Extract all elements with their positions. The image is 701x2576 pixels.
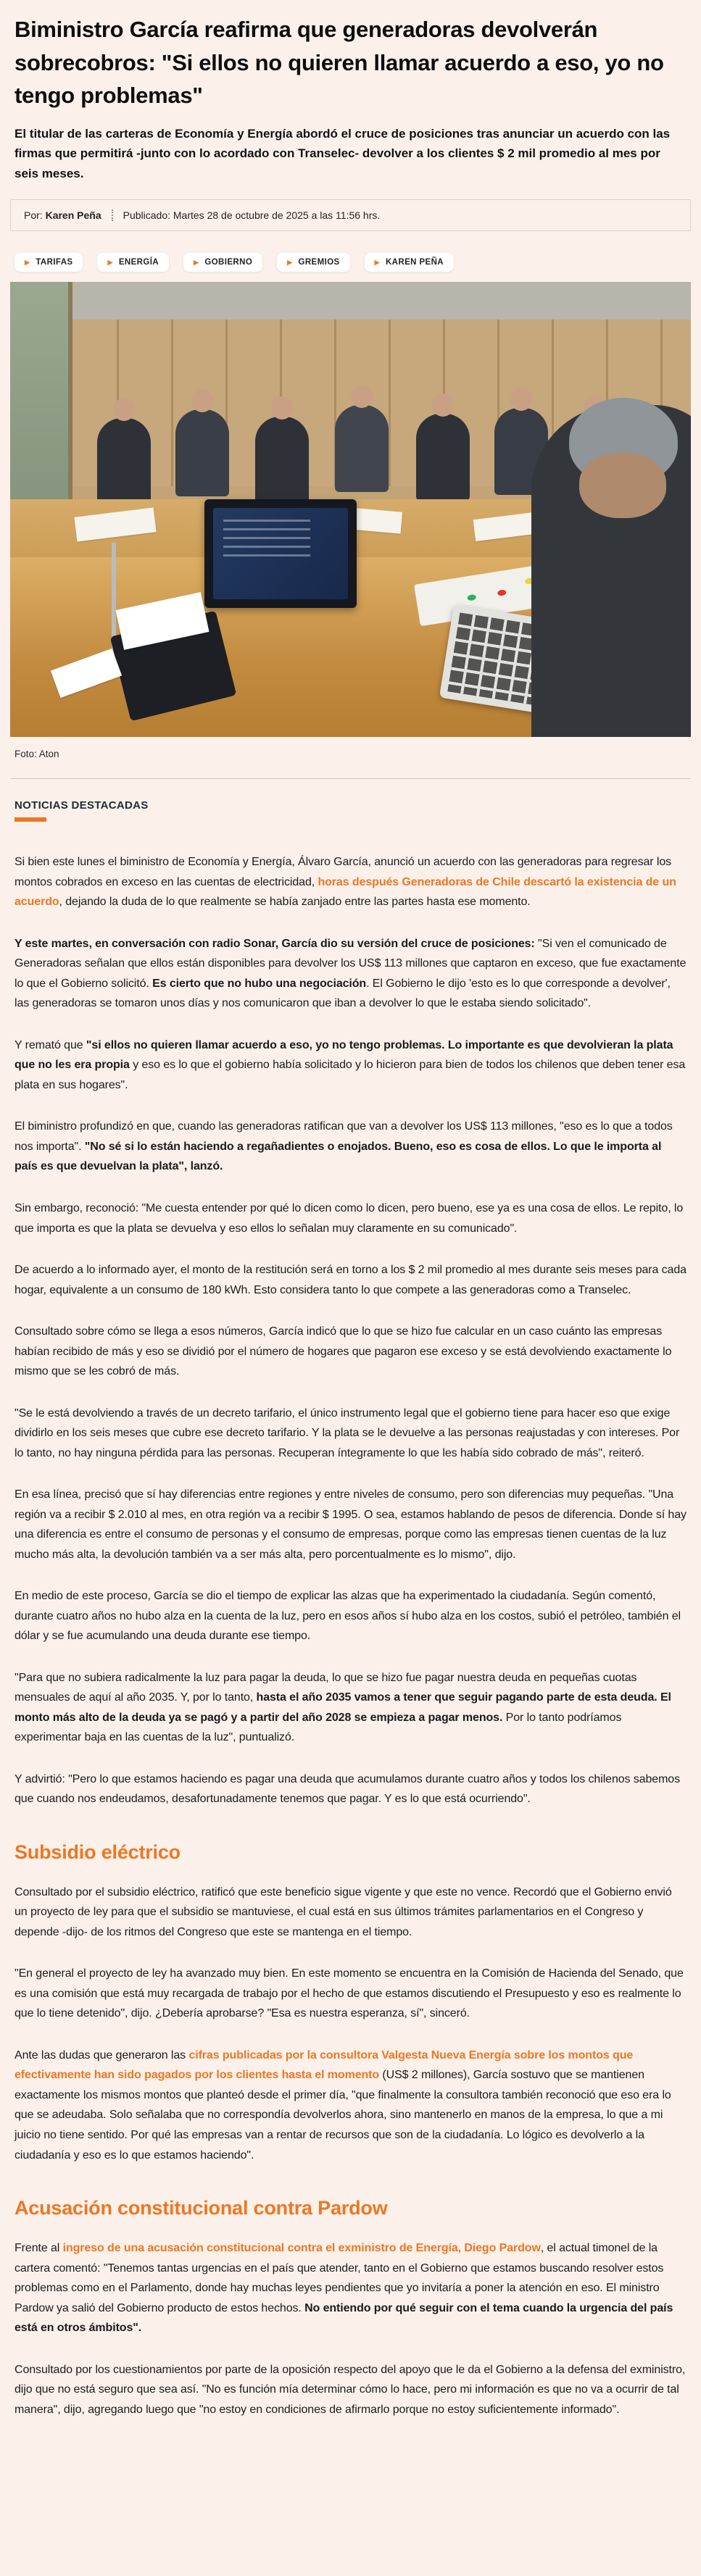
article-paragraph — [14, 1668, 687, 1748]
body-text: . El Gobierno le dijo 'esto es lo que corresponde a devolver', las generadoras se tomaron unos días y nos comunicaron que iban a devolver lo que le estaba siendo solicitado". — [14, 977, 671, 1010]
photo-wall-strip — [10, 282, 691, 320]
tag-chip-gremios[interactable] — [277, 253, 349, 272]
body-text: Sin embargo, reconoció: "Me cuesta entender por qué lo dicen como lo dicen, pero bueno, ese ya es una cosa de ellos. Le repito, lo que importa es que la plata se devuelva y eso ellos lo señalan muy claramente en su comunicado". — [14, 1201, 684, 1235]
body-text: Ante las dudas que generaron las — [14, 2048, 189, 2062]
article-body — [10, 852, 691, 2419]
photo-foreground-man — [531, 405, 691, 737]
bold-text: "No sé si lo están haciendo a regañadientes o enojados. Bueno, eso es cosa de ellos. Lo que le importa al país es que devuelvan la plata", lanzó. — [14, 1140, 662, 1173]
body-text: Consultado sobre cómo se llega a esos números, García indicó que lo que se hizo fue calcular en un caso cuánto las empresas habían recibido de más y eso se dividió por el número de hogares que pagaron ese exceso y se está devolviendo exactamente lo mismo que se les cobró de más. — [14, 1325, 672, 1378]
body-text: Consultado por el subsidio eléctrico, ratificó que este beneficio sigue vigente y que este no vence. Recordó que el Gobierno envió un proyecto de ley para que el subsidio se mantuviese, el cual está en sus últimos trámites parlamentarios en el Congreso y depende -dijo- de los ritmos del Congreso que este se mantenga en el tiempo. — [14, 1885, 672, 1938]
article-paragraph — [14, 934, 687, 1014]
tag-chip-tarifas[interactable] — [14, 253, 83, 272]
body-text: Por lo tanto podríamos experimentar baja en las cuentas de la luz", puntualizó. — [14, 1711, 622, 1744]
tag-arrow-icon: ▶ — [25, 258, 30, 266]
bold-text: Es cierto que no hubo una negociación — [152, 977, 367, 990]
divider — [10, 778, 691, 779]
tag-label: GREMIOS — [298, 258, 340, 267]
body-text: Consultado por los cuestionamientos por parte de la oposición respecto del apoyo que le da el Gobierno a la defensa del exministro, dijo que no está seguro que sea así. "No es función mía determinar cómo lo hace, pero mi información es que no va a ocurrir de tal manera", dijo, agregando luego que "no estoy en condiciones de afirmarlo porque no estoy suficientemente informado". — [14, 2363, 686, 2416]
photo-person — [175, 409, 229, 496]
photo-monitor — [204, 499, 357, 608]
body-text: El biministro profundizó en que, cuando las generadoras ratifican que van a devolver los US$ 113 millones, "eso es lo que a todos nos importa". — [14, 1120, 673, 1153]
article-paragraph — [14, 1199, 687, 1238]
body-text: "Si ven el comunicado de Generadoras señalan que ellos están disponibles para devolver los US$ 113 millones que captaron en exceso, que fue exactamente lo que el Gobierno solicitó. — [14, 937, 687, 990]
article-lead: El titular de las carteras de Economía y Energía abordó el cruce de posiciones tras anunciar un acuerdo con las firmas que permitirá -junto con lo acordado con Transelec- devolver a los clientes $ 2 mil promedio al mes por seis meses. — [14, 126, 671, 180]
article-paragraph — [14, 1117, 687, 1177]
tag-list — [14, 253, 691, 272]
body-text: y eso es lo que el gobierno había solicitado y lo hicieron para bien de todos los chilenos que deben tener esa plata en sus hogares". — [14, 1059, 686, 1091]
article-paragraph — [14, 1260, 687, 1300]
article-paragraph — [14, 1964, 687, 2024]
byline-published: Publicado: Martes 28 de octubre de 2025 a las 11:56 hrs. — [123, 209, 381, 222]
article-paragraph — [14, 1035, 687, 1096]
inline-link[interactable]: ingreso de una acusación constitucional contra el exministro de Energía, Diego Pardow — [62, 2242, 541, 2255]
body-text: "Para que no subiera radicalmente la luz para pagar la deuda, lo que se hizo fue pagar nuestra deuda en pequeñas cuotas mensuales de aquí al año 2035. Y, por lo tanto, — [14, 1671, 637, 1704]
section-label: NOTICIAS DESTACADAS — [14, 799, 149, 812]
article-photo — [10, 282, 691, 737]
tag-chip-energía[interactable] — [97, 253, 169, 272]
article-paragraph — [14, 1322, 687, 1382]
bold-text: "si ellos no quieren llamar acuerdo a eso, yo no tengo problemas. Lo importante es que devolvieran la plata que no les era propia — [14, 1038, 673, 1072]
byline-author — [24, 209, 101, 221]
section-heading: Subsidio eléctrico — [14, 1841, 181, 1863]
article-paragraph — [14, 1404, 687, 1464]
bold-text: hasta el año 2035 vamos a tener que seguir pagando parte de esta deuda. El monto más alto de la deuda ya se pagó y a partir del año 2028 se empieza a pagar menos. — [14, 1691, 671, 1724]
photo-indicator-red — [497, 589, 507, 596]
body-text: , dejando la duda de lo que realmente se había zanjado entre las partes hasta ese momento. — [59, 896, 531, 909]
article-paragraph — [14, 2238, 687, 2338]
body-text: Y remató que — [14, 1038, 86, 1051]
body-text: , el actual timonel de la cartera comentó: "Tenemos tantas urgencias en el país que atender, tanto en el Gobierno que estamos buscando resolver estos problemas como en el Parlamento, donde hay muchas leyes pendientes que yo invitaría a poner la atención en eso. El ministro Pardow ya salió del Gobierno producto de estos hechos. — [14, 2242, 664, 2314]
photo-indicator-green — [467, 594, 476, 601]
photo-person — [335, 405, 389, 492]
photo-glass-door — [10, 282, 72, 499]
byline-author-name: Karen Peña — [45, 209, 101, 222]
article-paragraph — [14, 852, 687, 912]
bold-text: No entiendo por qué seguir con el tema cuando la urgencia del país está en otros ámbitos". — [14, 2301, 673, 2335]
page-title: Biministro García reafirma que generadoras devolverán sobrecobros: "Si ellos no quieren llamar acuerdo a eso, yo no tengo problemas" — [14, 17, 664, 109]
tag-chip-karen-peña[interactable] — [365, 253, 454, 272]
tag-arrow-icon: ▶ — [287, 258, 293, 266]
section-heading: Acusación constitucional contra Pardow — [14, 2197, 388, 2219]
tag-chip-gobierno[interactable] — [183, 253, 262, 272]
body-text: Si bien este lunes el biministro de Economía y Energía, Álvaro García, anunció un acuerdo con las generadoras para regresar los montos cobrados en exceso en las cuentas de electricidad, — [14, 856, 672, 888]
tag-label: KAREN PEÑA — [385, 258, 444, 267]
body-text: En medio de este proceso, García se dio el tiempo de explicar las alzas que ha experimentado la ciudadanía. Según comentó, durante cuatro años no hubo alza en la cuenta de la luz, pero en esos años sí hubo alza en los costos, subió el petróleo, también el dólar y se fue acumulando una deuda durante ese tiempo. — [14, 1590, 681, 1643]
inline-link[interactable]: horas después Generadoras de Chile descartó la existencia de un acuerdo — [14, 875, 676, 909]
tag-arrow-icon: ▶ — [107, 258, 113, 266]
byline-author-label: Por: — [24, 209, 43, 222]
article-paragraph — [14, 1586, 687, 1646]
accent-bar — [14, 817, 46, 822]
body-text: En esa línea, precisó que sí hay diferencias entre regiones y entre niveles de consumo, pero son diferencias muy pequeñas. "Una región va a recibir $ 2.010 al mes, en otra región va a recibir $ 1995. O sea, estamos hablando de pesos de diferencia. Donde sí hay una diferencia es entre el consumo de personas y el consumo de empresas, porque como las empresas tienen cuentas de la luz mucho más alta, la devolución también va a ser más alta, pero porcentualmente es lo mismo", dijo. — [14, 1488, 687, 1561]
body-text: Frente al — [14, 2242, 63, 2255]
article-paragraph — [14, 2360, 687, 2420]
article-paragraph — [14, 2046, 687, 2165]
tag-label: GOBIERNO — [204, 258, 253, 267]
photo-credit: Foto: Aton — [14, 749, 59, 760]
photo-person — [97, 418, 151, 505]
body-text: Y advirtió: "Pero lo que estamos haciendo es pagar una deuda que acumulamos durante cuatro años y todos los chilenos sabemos que cuando nos endeudamos, desafortunadamente tenemos que pagar. Y es lo que está ocurriendo". — [14, 1772, 681, 1806]
tag-label: ENERGÍA — [118, 258, 159, 267]
body-text: "En general el proyecto de ley ha avanzado muy bien. En este momento se encuentra en la Comisión de Hacienda del Senado, que es una comisión que está muy recargada de trabajo por el hecho de que estamos discutiendo el Presupuesto y eso es realmente lo que lo tiene detenido", dijo. ¿Debería aprobarse? "Esa es nuestra esperanza, sí", sinceró. — [14, 1967, 684, 2020]
byline — [10, 199, 691, 231]
tag-label: TARIFAS — [36, 258, 73, 267]
bold-text: Y este martes, en conversación con radio Sonar, García dio su versión del cruce de posiciones: — [14, 937, 539, 950]
byline-separator — [112, 209, 113, 221]
body-text: De acuerdo a lo informado ayer, el monto de la restitución será en torno a los $ 2 mil promedio al mes durante seis meses para cada hogar, equivalente a un consumo de 180 kWh. Esto considera tanto lo que compete a las generadoras como a Transelec. — [14, 1264, 687, 1296]
article-paragraph — [14, 1485, 687, 1564]
tag-arrow-icon: ▶ — [374, 258, 380, 266]
body-text: "Se le está devolviendo a través de un decreto tarifario, el único instrumento legal que el gobierno tiene para hacer eso que exige dividirlo en los seis meses que cubre ese decreto tarifario. Y la plata se le devuelve a las personas reajustadas y con intereses. Por lo tanto, no hay ninguna pérdida para las personas. Recuperan íntegramente lo que les había sido cobrado de más", reiteró. — [14, 1406, 680, 1459]
article-paragraph — [14, 1883, 687, 1943]
photo-monitor-screen — [213, 508, 348, 599]
photo-person — [416, 414, 470, 501]
tag-arrow-icon: ▶ — [194, 258, 199, 266]
inline-link[interactable]: cifras publicadas por la consultora Valgesta Nueva Energía sobre los montos que efectivamente han sido pagados por los clientes hasta el momento — [14, 2048, 634, 2082]
body-text: (US$ 2 millones), García sostuvo que se mantienen exactamente los mismos montos que planteó desde el primer día, "que finalmente la consultora también reconoció que eso era lo que se adeudaba. Solo señalaba que no correspondía devolverlos ahora, sino mantenerlo en manos de la empresa, lo que a mi juicio no tiene sentido. Por qué las empresas van a rentar de recursos que son de la ciudadanía. Lo lógico es devolverlo a la ciudadanía y eso es lo que estamos haciendo". — [14, 2069, 671, 2162]
article-paragraph — [14, 1770, 687, 1809]
photo-person — [255, 417, 309, 504]
